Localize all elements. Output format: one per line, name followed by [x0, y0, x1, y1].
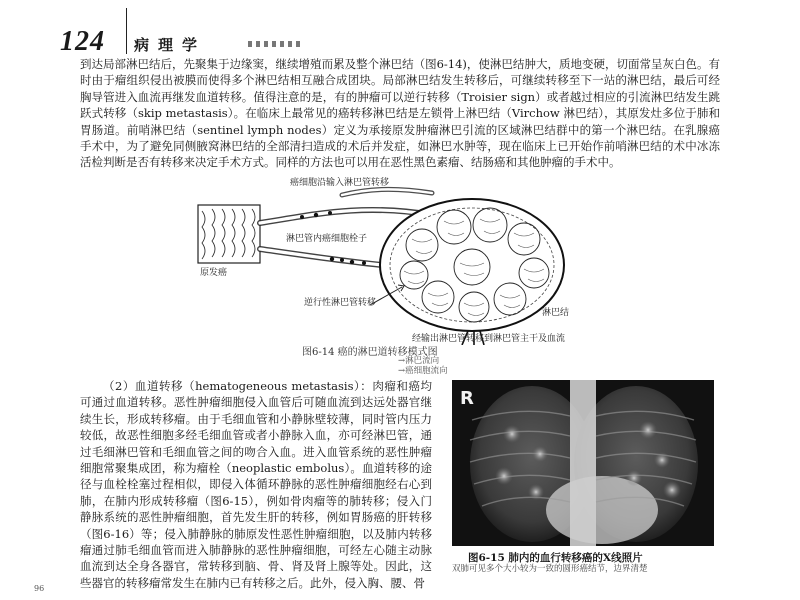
figure-6-14-caption: 图6-14 癌的淋巴道转移模式图: [302, 347, 438, 358]
figure-6-15-caption: 图6-15 肺内的血行转移癌的X线照片: [468, 552, 643, 564]
lymph-node-drawing: [380, 199, 564, 345]
svg-text:癌细胞沿输入淋巴管转移: [290, 176, 389, 188]
figure-6-15-note: 双肺可见多个大小较为一致的圆形癌结节，边界清楚: [452, 564, 648, 574]
label-lymph-node: 淋巴结: [542, 308, 570, 318]
figure-6-14-legend-cancer: →癌细胞流向: [398, 366, 448, 376]
header-decoration: [248, 41, 304, 47]
body-paragraph-2: （2）血道转移（hematogeneous metastasis）：肉瘤和癌均可通过血道转移。恶性肿瘤细胞侵入血管后可随血流到达远处器官继续生长，形成转移瘤。由于毛细血管和小静脉壁较薄，同时管内压力较低，故恶性细胞多经毛细血管或者小静脉入血，亦可经淋巴管，通过毛细淋巴管和毛细血管之间的吻合入血。进入血管系统的恶性肿瘤细胞常聚集成团，称为瘤栓（neoplastic embolus）。血道转移的途径与血栓栓塞过程相似，即侵入体循环静脉的恶性肿瘤细胞经右心到肺，在肺内形成转移瘤（图6-15），例如骨肉瘤等的肺转移；侵入门静脉系统的恶性肿瘤细胞，首先发生肝的转移，例如胃肠癌的肝转移（图6-16）等；侵入肺静脉的肺原发性恶性肿瘤细胞，以及肺内转移瘤通过肺毛细血管而进入肺静脉的恶性肿瘤细胞，可经左心随主动脉血流到达全身各器官，常转移到脑、骨、肾及肾上腺等处。因此，这些器官的转移瘤常发生在肺内已有转移之后。此外，侵入胸、腰、骨: [80, 379, 432, 590]
book-title: 病理学: [134, 36, 207, 54]
page-corner-mark: 96: [34, 584, 45, 593]
header-rule: [126, 8, 127, 54]
figure-6-15-xray: [452, 380, 714, 546]
xray-side-marker: R: [460, 388, 474, 409]
body-paragraph-1: 到达局部淋巴结后，先聚集于边缘窦，继续增殖而累及整个淋巴结（图6-14)，使淋巴结肿大，质地变硬，切面常呈灰白色。有时由于瘤组织侵出被膜而使得多个淋巴结相互融合成团块。局部淋巴结发生转移后，可继续转移至下一站的淋巴结，最后可经胸导管进入血流再继发血道转移。值得注意的是，有的肿瘤可以逆行转移（Troisier sign）或者越过相应的引流淋巴结发生跳跃式转移（skip metastasis）。在临床上最常见的癌转移淋巴结是左锁骨上淋巴结（Virchow 淋巴结），其原发灶多位于肺和胃肠道。前哨淋巴结（sentinel lymph nodes）定义为承接原发肿瘤淋巴引流的区域淋巴结群中的第一个淋巴结。在乳腺癌手术中，为了避免同侧腋窝淋巴结的全部清扫造成的术后并发症，如淋巴水肿等，现在临床上已开始作前哨淋巴结的术中冰冻活检判断是否有转移来决定手术方式。同样的方法也可以用在恶性黑色素瘤、结肠癌和其他肿瘤的手术中。: [80, 57, 720, 170]
page-number: 124: [60, 26, 105, 57]
primary-tumor-drawing: [198, 205, 260, 263]
label-retrograde: 逆行性淋巴管转移: [304, 298, 377, 308]
label-input-line1: 癌细胞沿输入淋巴管转移: [290, 178, 390, 188]
figure-6-14-diagram: [192, 175, 592, 345]
figure-6-14-legend-lymph: →淋巴流向: [398, 356, 440, 366]
label-primary-tumor: 原发癌: [200, 268, 228, 278]
label-efferent: 经输出淋巴管转移到淋巴管主干及血流: [412, 334, 566, 344]
label-embolus: 淋巴管内癌细胞栓子: [286, 234, 368, 244]
